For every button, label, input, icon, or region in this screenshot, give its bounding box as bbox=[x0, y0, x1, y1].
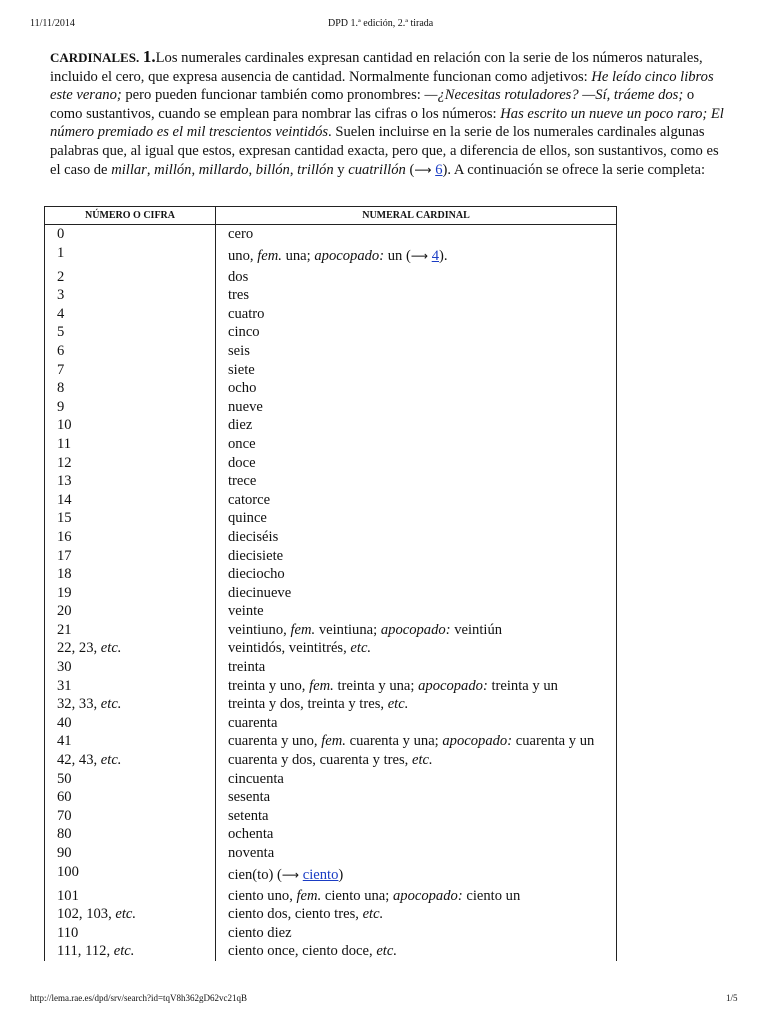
table-row bbox=[45, 695, 617, 714]
number-etc: etc. bbox=[100, 696, 122, 713]
number-text: 19 bbox=[57, 584, 72, 601]
cardinal-text: ciento diez bbox=[228, 924, 292, 941]
cardinal-abbrev: etc. bbox=[350, 640, 372, 657]
table-row bbox=[45, 942, 617, 961]
table-row bbox=[45, 472, 617, 491]
reference-link-6[interactable]: 6 bbox=[435, 161, 443, 178]
table-row bbox=[45, 509, 617, 528]
cardinal-cell bbox=[216, 714, 617, 733]
print-date: 11/11/2014 bbox=[30, 18, 75, 29]
cardinal-text: sesenta bbox=[228, 789, 271, 806]
intro-sep: , bbox=[248, 161, 256, 178]
intro-text: o como sustantivos, cuando se emplean para nombrar las cifras o los números: bbox=[50, 87, 695, 122]
cardinal-text: doce bbox=[228, 454, 256, 471]
cardinal-cell bbox=[216, 825, 617, 844]
number-text: 9 bbox=[57, 398, 65, 415]
table-row bbox=[45, 416, 617, 435]
number-text: 8 bbox=[57, 380, 65, 397]
cardinal-cell bbox=[216, 602, 617, 621]
number-text: 18 bbox=[57, 566, 72, 583]
cardinal-abbrev: fem. bbox=[257, 247, 282, 264]
cardinal-cell bbox=[216, 342, 617, 361]
intro-sep: , bbox=[146, 161, 155, 178]
number-text: 14 bbox=[57, 491, 72, 508]
cardinal-cell bbox=[216, 905, 617, 924]
cardinal-text: treinta y un bbox=[487, 677, 558, 694]
number-cell bbox=[45, 379, 216, 398]
cardinal-cell bbox=[216, 621, 617, 640]
number-text: 3 bbox=[57, 287, 65, 304]
number-cell bbox=[45, 528, 216, 547]
cardinal-cell bbox=[216, 416, 617, 435]
number-etc: etc. bbox=[115, 906, 137, 923]
cardinal-cell bbox=[216, 770, 617, 789]
cardinal-text: veintiún bbox=[450, 621, 503, 638]
number-cell bbox=[45, 905, 216, 924]
number-cell bbox=[45, 924, 216, 943]
intro-term: millardo bbox=[198, 161, 249, 178]
number-cell bbox=[45, 416, 216, 435]
table-header-row bbox=[45, 207, 617, 225]
column-header-number: NÚMERO O CIFRA bbox=[45, 207, 216, 225]
number-cell bbox=[45, 844, 216, 863]
cardinal-cell bbox=[216, 844, 617, 863]
cardinal-abbrev: apocopado: bbox=[380, 621, 451, 638]
table-row bbox=[45, 677, 617, 696]
cardinal-text: cien(to) ( bbox=[228, 866, 282, 883]
table-row bbox=[45, 887, 617, 906]
cardinal-cell bbox=[216, 751, 617, 770]
number-text: 31 bbox=[57, 677, 72, 694]
table-row bbox=[45, 342, 617, 361]
number-text: 22, 23, bbox=[57, 640, 101, 657]
number-cell bbox=[45, 491, 216, 510]
cardinal-text: siete bbox=[228, 361, 255, 378]
cardinal-abbrev: apocopado: bbox=[392, 887, 463, 904]
intro-paragraph bbox=[50, 48, 730, 179]
number-text: 100 bbox=[57, 863, 79, 880]
number-text: 70 bbox=[57, 807, 72, 824]
table-row bbox=[45, 398, 617, 417]
number-cell bbox=[45, 770, 216, 789]
cardinal-text: dieciséis bbox=[228, 528, 279, 545]
cardinal-text: catorce bbox=[228, 491, 271, 508]
number-cell bbox=[45, 863, 216, 887]
table-row bbox=[45, 732, 617, 751]
table-row bbox=[45, 323, 617, 342]
number-cell bbox=[45, 509, 216, 528]
number-etc: etc. bbox=[113, 943, 135, 960]
arrow-icon: ⟶ bbox=[414, 162, 432, 177]
cardinal-text: veintiuna; bbox=[315, 621, 381, 638]
section-number: 1. bbox=[142, 47, 156, 66]
number-text: 12 bbox=[57, 454, 72, 471]
table-row bbox=[45, 547, 617, 566]
cardinal-text: treinta bbox=[228, 659, 266, 676]
cardinal-text: ocho bbox=[228, 380, 257, 397]
table-row bbox=[45, 454, 617, 473]
section-heading: CARDINALES. bbox=[50, 50, 140, 65]
cardinal-text: diez bbox=[228, 417, 253, 434]
number-cell bbox=[45, 286, 216, 305]
cardinal-text: veintiuno, bbox=[228, 621, 291, 638]
number-text: 111, 112, bbox=[57, 943, 114, 960]
cardinal-cell bbox=[216, 268, 617, 287]
cardinal-cell bbox=[216, 323, 617, 342]
number-text: 60 bbox=[57, 789, 72, 806]
cardinal-cell bbox=[216, 244, 617, 268]
number-cell bbox=[45, 658, 216, 677]
cardinal-text: cuarenta bbox=[228, 714, 278, 731]
number-cell bbox=[45, 435, 216, 454]
cardinal-abbrev: apocopado: bbox=[418, 677, 488, 694]
intro-term: millón bbox=[154, 161, 192, 178]
cardinal-abbrev: etc. bbox=[362, 906, 384, 923]
intro-term: trillón bbox=[297, 161, 334, 178]
table-row bbox=[45, 225, 617, 244]
cardinal-abbrev: fem. bbox=[309, 677, 334, 694]
cardinal-text: cuarenta y dos, cuarenta y tres, bbox=[228, 752, 412, 769]
cardinal-cell bbox=[216, 677, 617, 696]
cardinal-cell bbox=[216, 584, 617, 603]
cardinal-cell bbox=[216, 225, 617, 244]
number-cell bbox=[45, 825, 216, 844]
cardinal-text: tres bbox=[228, 287, 250, 304]
number-text: 10 bbox=[57, 417, 72, 434]
number-text: 101 bbox=[57, 887, 79, 904]
cardinal-text: un ( bbox=[384, 247, 411, 264]
cardinal-cell bbox=[216, 788, 617, 807]
number-cell bbox=[45, 225, 216, 244]
number-text: 20 bbox=[57, 603, 72, 620]
cardinal-text: veintidós, veintitrés, bbox=[228, 640, 351, 657]
cardinal-abbrev: fem. bbox=[290, 621, 316, 638]
cardinal-cell bbox=[216, 639, 617, 658]
column-header-cardinal: NUMERAL CARDINAL bbox=[216, 207, 617, 225]
number-cell bbox=[45, 714, 216, 733]
cardinal-cell bbox=[216, 361, 617, 380]
number-text: 110 bbox=[57, 924, 79, 941]
number-text: 11 bbox=[57, 435, 72, 452]
table-row bbox=[45, 714, 617, 733]
cardinal-cell bbox=[216, 732, 617, 751]
cardinal-cell bbox=[216, 454, 617, 473]
number-cell bbox=[45, 323, 216, 342]
table-row bbox=[45, 751, 617, 770]
cardinal-abbrev: fem. bbox=[296, 887, 322, 904]
intro-text: ). A continuación se ofrece la serie completa: bbox=[442, 161, 706, 178]
number-cell bbox=[45, 454, 216, 473]
number-cell bbox=[45, 305, 216, 324]
cardinal-text: cuarenta y una; bbox=[345, 733, 443, 750]
table-body bbox=[45, 225, 617, 961]
cardinal-cell bbox=[216, 863, 617, 887]
cardinal-text: trece bbox=[228, 473, 257, 490]
table-row bbox=[45, 621, 617, 640]
intro-example: —¿Necesitas rotuladores? —Sí, tráeme dos; bbox=[424, 87, 684, 104]
intro-term: cuatrillón bbox=[348, 161, 406, 178]
cardinal-text: uno, bbox=[228, 247, 258, 264]
number-text: 16 bbox=[57, 528, 72, 545]
cardinal-text: diecisiete bbox=[228, 547, 284, 564]
intro-term: billón bbox=[255, 161, 290, 178]
cardinal-cell bbox=[216, 286, 617, 305]
reference-link[interactable]: 4 bbox=[431, 247, 439, 264]
table-row bbox=[45, 584, 617, 603]
number-cell bbox=[45, 677, 216, 696]
cardinal-text: treinta y uno, bbox=[228, 677, 310, 694]
cardinal-cell bbox=[216, 658, 617, 677]
table-row bbox=[45, 825, 617, 844]
cardinal-cell bbox=[216, 547, 617, 566]
reference-link[interactable]: ciento bbox=[302, 866, 339, 883]
arrow-icon: ⟶ bbox=[410, 248, 429, 263]
number-cell bbox=[45, 807, 216, 826]
cardinal-text: ciento once, ciento doce, bbox=[228, 943, 377, 960]
table-row bbox=[45, 658, 617, 677]
cardinal-text: cinco bbox=[228, 324, 260, 341]
table-row bbox=[45, 788, 617, 807]
number-cell bbox=[45, 732, 216, 751]
table-row bbox=[45, 844, 617, 863]
cardinal-cell bbox=[216, 435, 617, 454]
number-text: 15 bbox=[57, 510, 72, 527]
number-text: 17 bbox=[57, 547, 72, 564]
cardinal-numbers-table bbox=[44, 206, 617, 961]
number-text: 40 bbox=[57, 714, 72, 731]
number-text: 42, 43, bbox=[57, 752, 101, 769]
intro-text: Los numerales cardinales expresan cantidad en relación con la serie de los números naturales, incluido el cero, que expresa ausencia de cantidad. Normalmente funcionan como adjetivos: bbox=[50, 50, 703, 85]
print-title: DPD 1.ª edición, 2.ª tirada bbox=[328, 18, 434, 29]
cardinal-cell bbox=[216, 942, 617, 961]
number-text: 80 bbox=[57, 826, 72, 843]
cardinal-text: una; bbox=[281, 247, 315, 264]
intro-sep: y bbox=[333, 161, 349, 178]
cardinal-text: setenta bbox=[228, 807, 269, 824]
cardinal-text: quince bbox=[228, 510, 267, 527]
intro-sep: , bbox=[191, 161, 199, 178]
number-cell bbox=[45, 565, 216, 584]
cardinal-text: cincuenta bbox=[228, 770, 284, 787]
cardinal-text: veinte bbox=[228, 603, 264, 620]
number-text: 6 bbox=[57, 342, 65, 359]
table-row bbox=[45, 361, 617, 380]
number-text: 41 bbox=[57, 733, 72, 750]
intro-example: Has escrito un nueve un poco raro; El número premiado es el mil trescientos veintidós bbox=[50, 105, 724, 141]
number-cell bbox=[45, 547, 216, 566]
intro-text: . Suelen incluirse en la serie de los numerales cardinales algunas palabras que, al igual que estos, expresan cantidad exacta, pero que, a diferencia de ellos, son sustantivos, como es el caso de bbox=[50, 124, 719, 178]
cardinal-abbrev: apocopado: bbox=[442, 733, 513, 750]
arrow-icon: ⟶ bbox=[281, 867, 300, 882]
table-row bbox=[45, 268, 617, 287]
cardinal-cell bbox=[216, 491, 617, 510]
table-row bbox=[45, 491, 617, 510]
number-text: 4 bbox=[57, 305, 65, 322]
page-number: 1/5 bbox=[726, 993, 738, 1003]
table-row bbox=[45, 863, 617, 887]
cardinal-text: cero bbox=[228, 226, 254, 242]
cardinal-text: ) bbox=[338, 866, 344, 883]
table-row bbox=[45, 286, 617, 305]
number-cell bbox=[45, 244, 216, 268]
table-row bbox=[45, 379, 617, 398]
number-cell bbox=[45, 361, 216, 380]
cardinal-abbrev: etc. bbox=[387, 696, 409, 713]
cardinal-text: treinta y una; bbox=[333, 677, 419, 694]
number-text: 13 bbox=[57, 473, 72, 490]
cardinal-text: ). bbox=[439, 247, 448, 264]
table-row bbox=[45, 924, 617, 943]
number-cell bbox=[45, 942, 216, 961]
number-etc: etc. bbox=[100, 640, 122, 657]
cardinal-cell bbox=[216, 509, 617, 528]
cardinal-cell bbox=[216, 305, 617, 324]
cardinal-text: diecinueve bbox=[228, 584, 292, 601]
cardinal-abbrev: apocopado: bbox=[314, 247, 385, 264]
table-row bbox=[45, 528, 617, 547]
cardinal-cell bbox=[216, 807, 617, 826]
cardinal-cell bbox=[216, 472, 617, 491]
table-row bbox=[45, 770, 617, 789]
print-url: http://lema.rae.es/dpd/srv/search?id=tqV8h362gD62vc21qB bbox=[30, 993, 248, 1003]
number-text: 7 bbox=[57, 361, 65, 378]
cardinal-cell bbox=[216, 379, 617, 398]
number-text: 21 bbox=[57, 621, 72, 638]
number-cell bbox=[45, 268, 216, 287]
number-cell bbox=[45, 584, 216, 603]
cardinal-text: noventa bbox=[228, 845, 275, 861]
number-etc: etc. bbox=[100, 752, 122, 769]
cardinal-abbrev: fem. bbox=[321, 733, 346, 750]
number-cell bbox=[45, 602, 216, 621]
intro-term: millar bbox=[111, 161, 147, 178]
intro-text: pero pueden funcionar también como pronombres: bbox=[121, 87, 425, 104]
table-row bbox=[45, 639, 617, 658]
number-cell bbox=[45, 695, 216, 714]
cardinal-text: ciento uno, bbox=[228, 887, 297, 904]
cardinal-cell bbox=[216, 528, 617, 547]
cardinal-cell bbox=[216, 695, 617, 714]
cardinal-text: nueve bbox=[228, 398, 263, 415]
cardinal-cell bbox=[216, 887, 617, 906]
cardinal-text: ochenta bbox=[228, 826, 274, 843]
cardinal-text: dieciocho bbox=[228, 566, 285, 583]
number-cell bbox=[45, 398, 216, 417]
table-row bbox=[45, 305, 617, 324]
number-text: 1 bbox=[57, 244, 65, 261]
cardinal-text: ciento una; bbox=[321, 887, 393, 904]
number-text: 50 bbox=[57, 770, 72, 787]
number-cell bbox=[45, 621, 216, 640]
number-cell bbox=[45, 751, 216, 770]
number-cell bbox=[45, 342, 216, 361]
cardinal-text: cuarenta y uno, bbox=[228, 733, 322, 750]
table-row bbox=[45, 905, 617, 924]
table-row bbox=[45, 435, 617, 454]
intro-sep: , bbox=[289, 161, 298, 178]
number-text: 5 bbox=[57, 324, 65, 341]
number-cell bbox=[45, 639, 216, 658]
cardinal-abbrev: etc. bbox=[411, 752, 433, 769]
number-text: 32, 33, bbox=[57, 696, 101, 713]
table-row bbox=[45, 807, 617, 826]
cardinal-text: ciento dos, ciento tres, bbox=[228, 906, 363, 923]
cardinal-cell bbox=[216, 924, 617, 943]
cardinal-text: ciento un bbox=[462, 887, 521, 904]
cardinal-text: treinta y dos, treinta y tres, bbox=[228, 696, 388, 713]
cardinal-abbrev: etc. bbox=[376, 943, 397, 960]
number-text: 30 bbox=[57, 659, 72, 676]
table-row bbox=[45, 565, 617, 584]
table-row bbox=[45, 602, 617, 621]
cardinal-text: cuarenta y un bbox=[512, 733, 595, 750]
number-text: 2 bbox=[57, 268, 65, 285]
number-cell bbox=[45, 887, 216, 906]
cardinal-text: once bbox=[228, 435, 256, 452]
intro-example: He leído cinco libros este verano; bbox=[50, 68, 714, 104]
cardinal-text: seis bbox=[228, 342, 250, 359]
cardinal-text: cuatro bbox=[228, 305, 265, 322]
number-text: 0 bbox=[57, 226, 65, 242]
cardinal-cell bbox=[216, 565, 617, 584]
table-row bbox=[45, 244, 617, 268]
cardinal-text: dos bbox=[228, 268, 249, 285]
number-text: 90 bbox=[57, 845, 72, 861]
intro-sep: ( bbox=[405, 161, 415, 178]
cardinal-cell bbox=[216, 398, 617, 417]
number-text: 102, 103, bbox=[57, 906, 116, 923]
number-cell bbox=[45, 788, 216, 807]
number-cell bbox=[45, 472, 216, 491]
